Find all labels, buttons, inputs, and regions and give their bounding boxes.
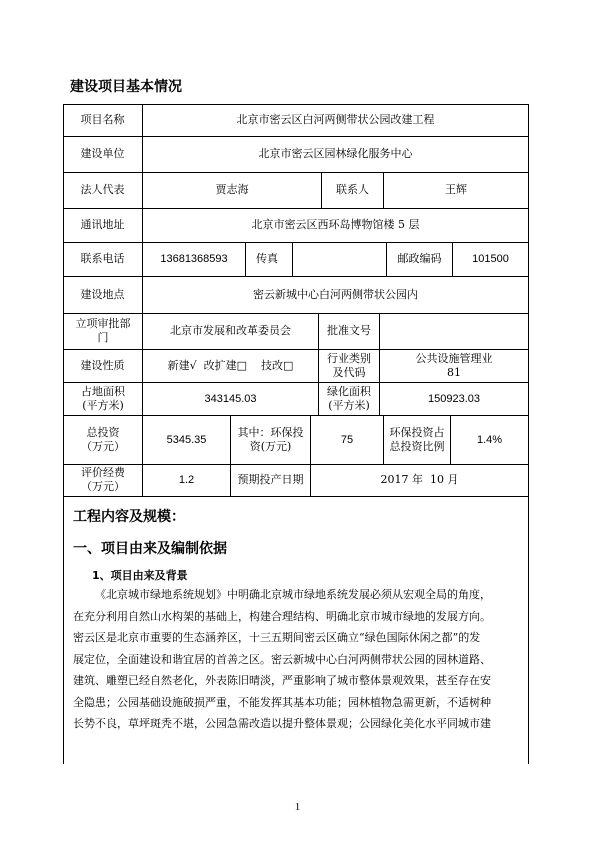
site-label: 建设地点 — [80, 287, 125, 301]
date-value: 2017 年 10 月 — [380, 473, 459, 486]
invest-value: 5345.35 — [166, 433, 207, 446]
paragraph-line: 展定位，全面建设和谐宜居的首善之区。密云新城中心白河两侧带状公园的园林道路、 — [73, 652, 491, 666]
paragraph-line: 密云区是北京市重要的生态涵养区，十三五期间密云区确立“绿色国际休闲之都”的发 — [73, 631, 481, 644]
env-invest-value: 75 — [340, 433, 354, 446]
approval-dept-value: 北京市发展和改革委员会 — [170, 324, 291, 337]
paragraph-line: 长势不良，草坪斑秃不堪，公园急需改造以提升整体景观；公园绿化美化水平同城市建 — [73, 717, 491, 730]
address-value: 北京市密云区西环岛博物馆楼 5 层 — [251, 218, 420, 231]
approval-dept-label: 立项审批部门 — [75, 317, 131, 344]
paragraph-line: 在充分利用自然山水构架的基础上，构建合理结构、明确北京市城市绿地的发展方向。 — [73, 609, 491, 623]
zip-value: 101500 — [472, 253, 509, 265]
nature-value: 新建√ 改扩建□ 技改□ — [167, 358, 294, 372]
fee-label: 评价经费（万元） — [81, 466, 125, 493]
env-ratio-label: 环保投资占总投资比例 — [389, 425, 445, 453]
body-paragraph — [73, 584, 521, 735]
section-heading-origin: 一、项目由来及编制依据 — [73, 541, 227, 557]
fax-value — [293, 242, 386, 276]
approval-no-value — [380, 313, 528, 349]
paragraph-line: 全隐患；公园基础设施破损严重，不能发挥其基本功能；园林植物急需更新，不适树种 — [73, 695, 491, 709]
subsection-heading-background: 1、项目由来及背景 — [92, 569, 188, 582]
fax-label: 传真 — [256, 252, 278, 265]
invest-label: 总投资（万元） — [81, 425, 125, 453]
area-label: 占地面积(平方米) — [81, 384, 125, 412]
zip-label: 邮政编码 — [397, 252, 442, 265]
approval-no-label: 批准文号 — [327, 324, 371, 337]
industry-value — [380, 349, 528, 382]
unit-value: 北京市密云区园林绿化服务中心 — [258, 147, 413, 160]
unit-label: 建设单位 — [80, 147, 125, 160]
paragraph-line: 《北京城市绿地系统规划》中明确北京城市绿地系统发展必须从宏观全局的角度， — [95, 588, 491, 601]
env-invest-label: 其中：环保投资(万元) — [237, 425, 304, 453]
legal-value: 贾志海 — [215, 183, 249, 196]
site-value: 密云新城中心白河两侧带状公园内 — [253, 287, 418, 301]
project-name-value: 北京市密云区白河两侧带状公园改建工程 — [236, 113, 435, 126]
industry-code: 81 — [447, 365, 461, 379]
env-ratio-value: 1.4% — [476, 433, 503, 446]
nature-label: 建设性质 — [80, 358, 125, 372]
contact-label: 联系人 — [336, 183, 369, 196]
section-heading-scope: 工程内容及规模： — [73, 509, 185, 525]
green-label: 绿化面积(平方米) — [327, 384, 371, 412]
green-value: 150923.03 — [428, 392, 480, 405]
page-number: 1 — [294, 801, 301, 813]
paragraph-line: 建筑、雕塑已经自然老化，外表陈旧晴淡，严重影响了城市整体景观效果，甚至存在安 — [73, 674, 491, 687]
industry-name: 公共设施管理业 — [415, 351, 493, 365]
date-label: 预期投产日期 — [237, 473, 304, 486]
industry-label: 行业类别及代码 — [327, 351, 371, 379]
legal-label: 法人代表 — [80, 183, 125, 196]
phone-label: 联系电话 — [80, 252, 125, 265]
phone-value: 13681368593 — [160, 253, 228, 265]
project-name-label: 项目名称 — [80, 113, 125, 126]
contact-value: 王辉 — [445, 183, 467, 196]
fee-value: 1.2 — [178, 474, 195, 486]
page-title: 建设项目基本情况 — [70, 79, 182, 95]
address-label: 通讯地址 — [80, 218, 125, 231]
area-value: 343145.03 — [204, 392, 257, 405]
